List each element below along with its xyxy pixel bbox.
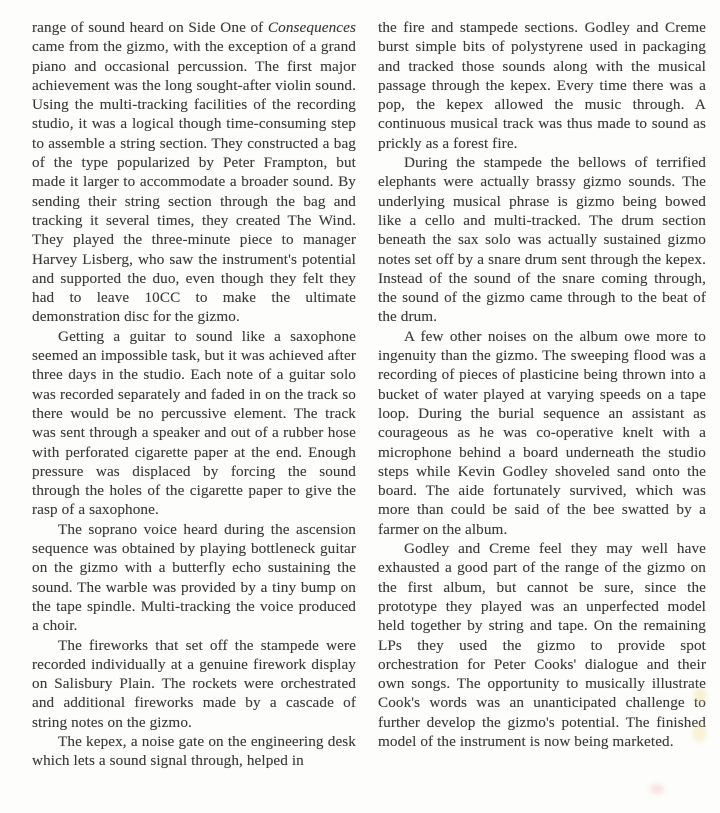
text-segment: A few other noises on the album owe more to ingenuity than the gizmo. The sweeping flood was a recording of pieces of plasticine being thrown into a bucket of water played at varying speeds on a tape loop. During the burial sequence an assistant as courageous as he was co-operative knelt with a microphone behind a board underneath the studio steps while Kevin Godley shoveled sand onto the board. The aide fortunately survived, which was more than could be said of the bee swatted by a farmer on the album. (378, 327, 706, 538)
text-segment: Getting a guitar to sound like a saxophone seemed an impossible task, but it was achieved after three days in the studio. Each note of a guitar solo was recorded separately and faded in on the track so there would be no percussive element. The track was sent through a speaker and out of a rubber hose with perforated cigarette paper at the end. Enough pressure was displaced by forcing the sound through the holes of the cigarette paper to give the rasp of a saxophone. (32, 327, 356, 519)
scan-artifact-smudge (650, 784, 664, 794)
text-segment: the fire and stampede sections. Godley and Creme burst simple bits of polystyrene used in packaging and tracked those sounds along with the musical passage through the kepex. Every time there was a pop, the kepex allowed the music through. A continuous musical track was thus made to sound as prickly as a forest fire. (378, 19, 706, 152)
paragraph (378, 18, 706, 153)
paragraph (32, 520, 356, 636)
paragraph (378, 539, 706, 751)
italic-title-text: Consequences (267, 19, 356, 36)
text-segment: The kepex, a noise gate on the engineering desk which lets a sound signal through, helped in (32, 732, 356, 770)
paragraph (32, 732, 356, 771)
text-segment: The fireworks that set off the stampede were recorded individually at a genuine firework display on Salisbury Plain. The rockets were orchestrated and additional fireworks made by a cascade of string notes on the gizmo. (32, 636, 356, 731)
paragraph (32, 327, 356, 520)
paragraph (378, 153, 706, 327)
column-right (378, 18, 706, 751)
paragraph (32, 636, 356, 732)
text-segment: Godley and Creme feel they may well have exhausted a good part of the range of the gizmo on the first album, but cannot be sure, since the prototype they played was an unperfected model held together by string and tape. On the remaining LPs they used the gizmo to provide spot orchestration for Peter Cooks' dialogue and their own songs. The opportunity to musically illustrate Cook's words was an unanticipated challenge to further develop the gizmo's potential. The finished model of the instrument is now being marketed. (378, 540, 706, 750)
text-segment: During the stampede the bellows of terrified elephants were actually brassy gizmo sounds. The underlying musical phrase is gizmo being bowed like a cello and multi-tracked. The drum section beneath the sax solo was actually sustained gizmo notes set off by a snare drum sent through the kepex. Instead of the sound of the snare coming through, the sound of the gizmo came through to the beat of the drum. (378, 154, 706, 326)
paragraph (378, 327, 706, 539)
text-segment: came from the gizmo, with the exception of a grand piano and occasional percussion. The first major achievement was the long sought-after violin sound. Using the multi-tracking facilities of the recording studio, it was a logical though time-consuming step to assemble a string section. They constructed a bag of the type popularized by Peter Frampton, but made it larger to accommodate a broader sound. By sending their string section through the bag and tracking it several times, they created The Wind. They played the three-minute piece to manager Harvey Lisberg, who saw the instrument's potential and supported the duo, even though they felt they had to leave 10CC to make the ultimate demonstration disc for the gizmo. (32, 38, 356, 326)
text-segment: range of sound heard on Side One of (32, 19, 268, 36)
paragraph (32, 18, 356, 327)
column-left (32, 18, 356, 771)
text-segment: The soprano voice heard during the ascension sequence was obtained by playing bottleneck guitar on the gizmo with a butterfly echo sustaining the sound. The warble was provided by a tiny bump on the tape spindle. Multi-tracking the voice produced a choir. (32, 520, 356, 635)
